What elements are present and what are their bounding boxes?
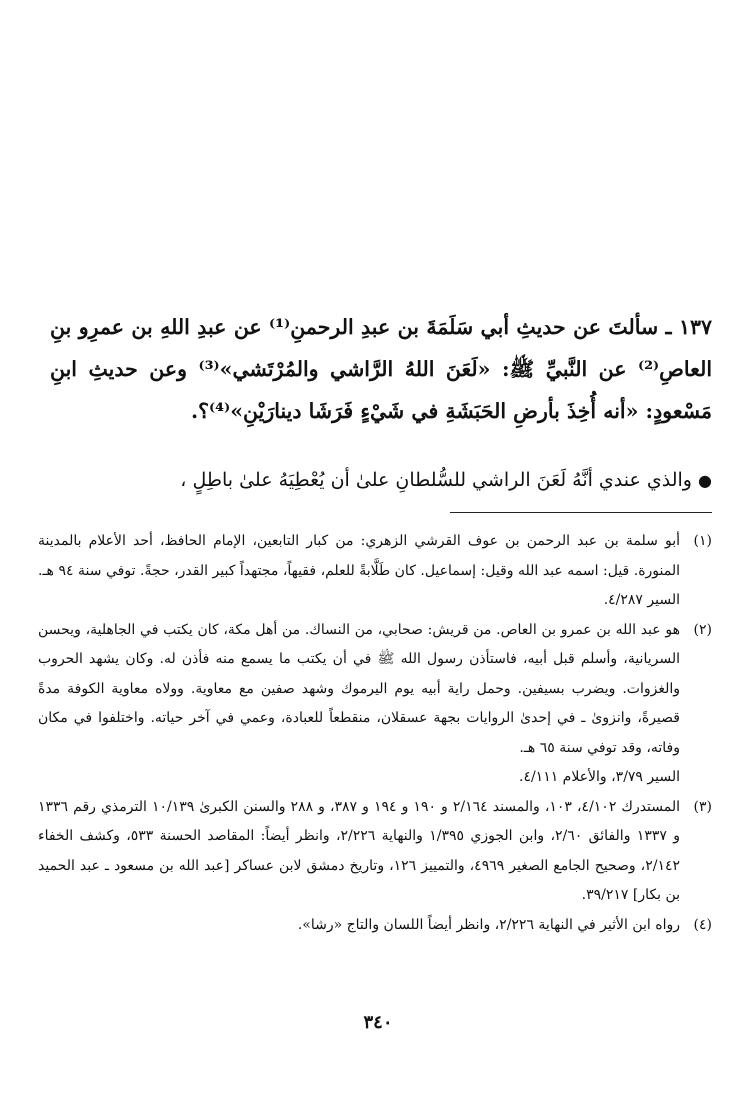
- question-text: ١٣٧ ـ سألتَ عن حديثِ أبي سَلَمَةَ بن عبدِ الرحمنِ⁽¹⁾ عن عبدِ اللهِ بن عمرِو بنِ العاصِ⁽²⁾ عن النَّبيِّ ﷺ: «لَعَنَ اللهُ الرَّاشي والمُرْتَشي»⁽³⁾ وعن حديثِ ابنِ مَسْعودٍ: «أنه أُخِذَ بأرضِ الحَبَشَةِ في شَيْءٍ فَرَشَا دينارَيْنِ»⁽⁴⁾؟.: [50, 315, 713, 423]
- footnote-number: (٢): [693, 621, 712, 638]
- footnote-separator: [450, 512, 712, 513]
- footnote-number: (١): [693, 533, 712, 549]
- footnotes: [38, 527, 712, 940]
- footnote-text: رواه ابن الأثير في النهاية ٢/٢٢٦، وانظر أيضاً اللسان والتاج «رشا».: [297, 916, 680, 933]
- question-paragraph: [50, 306, 712, 432]
- footnote-text: هو عبد الله بن عمرو بن العاص. من قريش: صحابي، من النساك. من أهل مكة، كان يكتب في الجاهلية، ويحسن السريانية، وأسلم قبل أبيه، فاستأذن رسول الله ﷺ في أن يكتب ما يسمع منه فأذن له. وكان يشهد الحروب والغزوات. ويضرب بسيفين. وحمل راية أبيه يوم اليرموك وشهد صفين مع معاوية. وولاه معاوية الكوفة مدةً قصيرةً، وانزوىٰ ـ في إحدىٰ الروايات بجهة عسقلان، منقطعاً للعبادة، وعمي في آخر حياته. واختلفوا في مكان وفاته، وقد توفي سنة ٦٥ هـ.: [38, 621, 680, 756]
- footnote-2: [38, 616, 712, 793]
- footnote-1: [38, 527, 712, 616]
- footnote-number: (٣): [693, 798, 712, 815]
- footnote-number: (٤): [693, 916, 712, 933]
- bullet-icon: ●: [698, 471, 712, 490]
- answer-paragraph: [50, 460, 712, 501]
- footnote-4: [38, 911, 712, 941]
- footnote-text: أبو سلمة بن عبد الرحمن بن عوف القرشي الزهري: من كبار التابعين، الإمام الحافظ، أحد الأعلام بالمدينة المنورة. قيل: اسمه عبد الله وقيل: إسماعيل. كان طَلَّابةً للعلم، فقيهاً، مجتهداً كبير القدر، حجةً. توفي سنة ٩٤ هـ. السير ٤/٢٨٧.: [38, 533, 680, 608]
- footnote-3: [38, 793, 712, 911]
- footnote-sources: السير ٣/٧٩، والأعلام ٤/١١١.: [518, 769, 680, 785]
- page-number: ٣٤٠: [363, 1012, 393, 1033]
- footnote-text: المستدرك ٤/١٠٢، ١٠٣، والمسند ٢/١٦٤ و ١٩٠ و ١٩٤ و ٣٨٧، و ٢٨٨ والسنن الكبرىٰ ١٠/١٣٩ الترمذي رقم ١٣٣٦ و ١٣٣٧ والفائق ٢/٦٠، وابن الجوزي ١/٣٩٥ والنهاية ٢/٢٢٦، وانظر أيضاً: المقاصد الحسنة ٥٣٣، وكشف الخفاء ٢/١٤٢، وصحيح الجامع الصغير ٤٩٦٩، والتمييز ١٢٦، وتاريخ دمشق لابن عساكر [عبد الله بن مسعود ـ عبد الحميد بن بكار] ٣٩/٢١٧.: [38, 798, 681, 903]
- answer-text: والذي عندي أنَّهُ لَعَنَ الراشي للسُّلطانِ علىٰ أن يُعْطِيَهُ علىٰ باطِلٍ ،: [180, 469, 692, 491]
